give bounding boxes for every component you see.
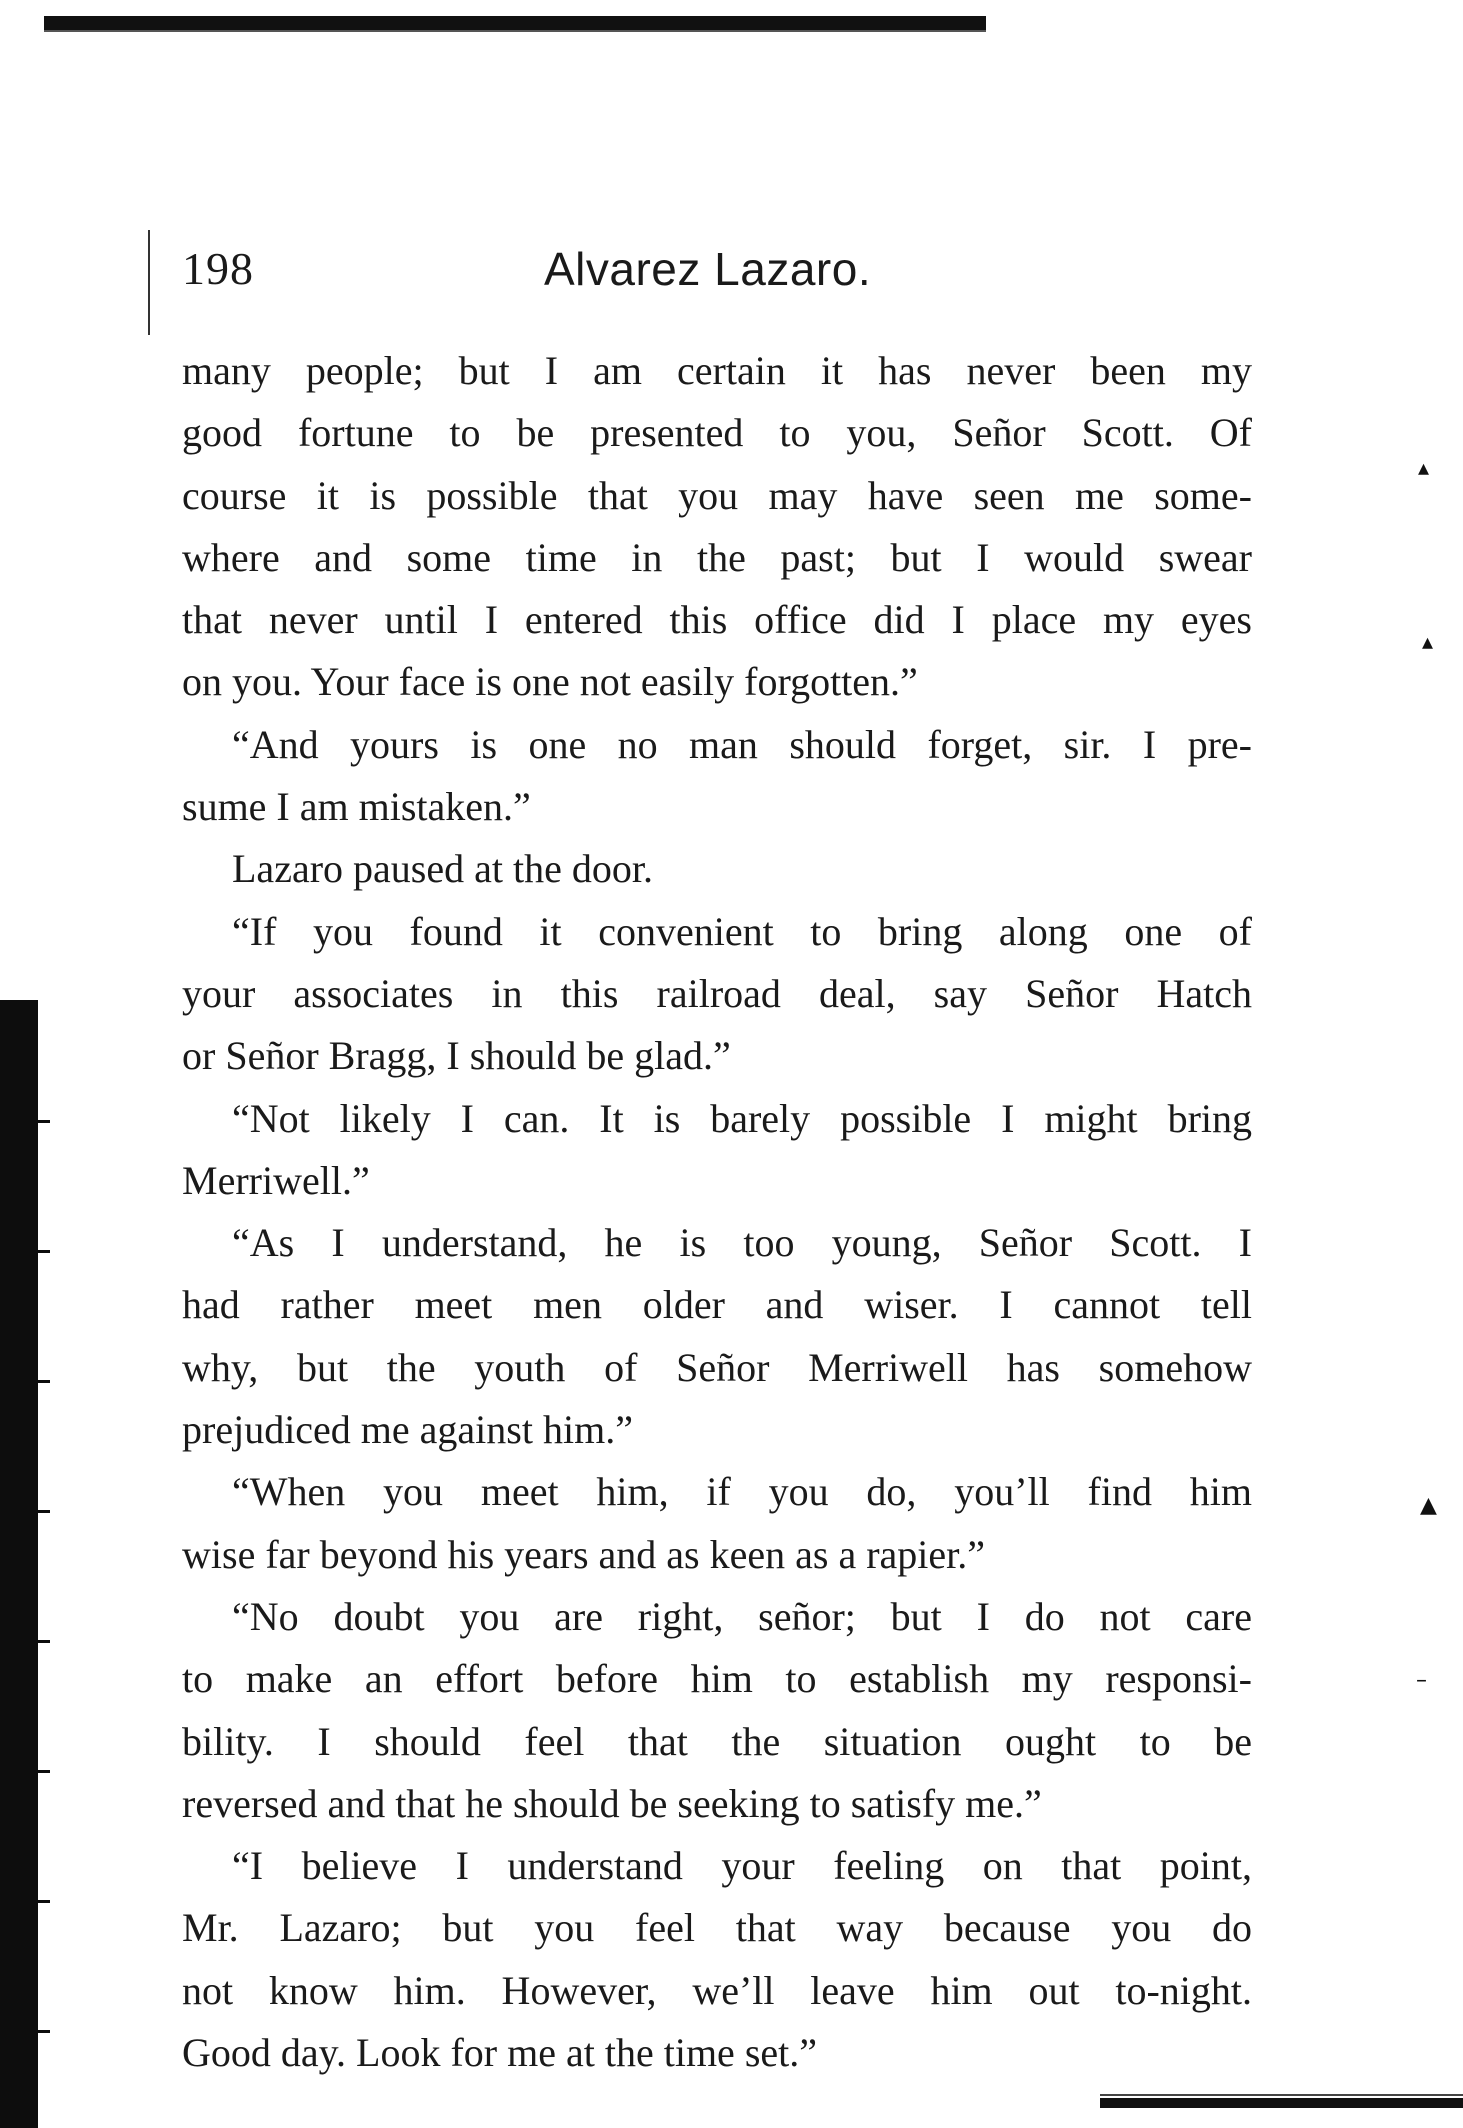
text-line: Mr. Lazaro; but you feel that way because you do (182, 1905, 1252, 1951)
text-line: “Not likely I can. It is barely possible I might bring (232, 1095, 1252, 1141)
text-line: Good day. Look for me at the time set.” (182, 2030, 817, 2076)
text-line: “If you found it convenient to bring along one of (232, 908, 1252, 954)
text-line: sume I am mistaken.” (182, 784, 531, 830)
text-line: “I believe I understand your feeling on that point, (232, 1843, 1252, 1889)
text-line: reversed and that he should be seeking to satisfy me.” (182, 1780, 1042, 1826)
text-line: where and some time in the past; but I would swear (182, 534, 1252, 580)
scan-top-border-thin (44, 30, 986, 32)
running-title: Alvarez Lazaro. (544, 243, 872, 295)
scan-speck: ▴ (1418, 456, 1430, 481)
scan-speck: ▴ (1422, 630, 1434, 655)
scan-top-border (44, 16, 986, 30)
text-line: prejudiced me against him.” (182, 1407, 633, 1453)
body-text (182, 340, 1252, 2084)
page-header (182, 242, 1252, 302)
scan-speck: ▲ (1420, 1493, 1437, 1518)
text-line: wise far beyond his years and as keen as a rapier.” (182, 1531, 986, 1577)
scan-bottom-rule (1100, 2098, 1463, 2108)
text-line: “No doubt you are right, señor; but I do not care (232, 1593, 1252, 1639)
text-line: to make an effort before him to establish my responsi- (182, 1656, 1252, 1702)
text-line: why, but the youth of Señor Merriwell has somehow (182, 1344, 1252, 1390)
text-line: Lazaro paused at the door. (232, 846, 653, 892)
text-line: on you. Your face is one not easily forgotten.” (182, 659, 918, 705)
text-line: “And yours is one no man should forget, sir. I pre- (232, 721, 1252, 767)
text-line: “When you meet him, if you do, you’ll find him (232, 1469, 1252, 1515)
text-line: that never until I entered this office did I place my eyes (182, 597, 1252, 643)
text-line: had rather meet men older and wiser. I cannot tell (182, 1282, 1252, 1328)
text-line: your associates in this railroad deal, say Señor Hatch (182, 970, 1252, 1016)
text-line: course it is possible that you may have seen me some- (182, 472, 1252, 518)
text-line: bility. I should feel that the situation ought to be (182, 1718, 1252, 1764)
text-line: or Señor Bragg, I should be glad.” (182, 1033, 731, 1079)
scan-bottom-rule-thin (1100, 2094, 1463, 2096)
text-line: not know him. However, we’ll leave him out to-night. (182, 1967, 1252, 2013)
text-line: many people; but I am certain it has never been my (182, 348, 1252, 393)
scan-speck: – (1416, 1668, 1427, 1693)
scan-left-edge-ticks (0, 1000, 50, 2128)
scan-margin-mark (148, 230, 150, 335)
text-line: good fortune to be presented to you, Señor Scott. Of (182, 410, 1252, 456)
text-line: “As I understand, he is too young, Señor Scott. I (232, 1220, 1252, 1266)
page-number: 198 (182, 243, 254, 294)
text-line: Merriwell.” (182, 1157, 370, 1203)
